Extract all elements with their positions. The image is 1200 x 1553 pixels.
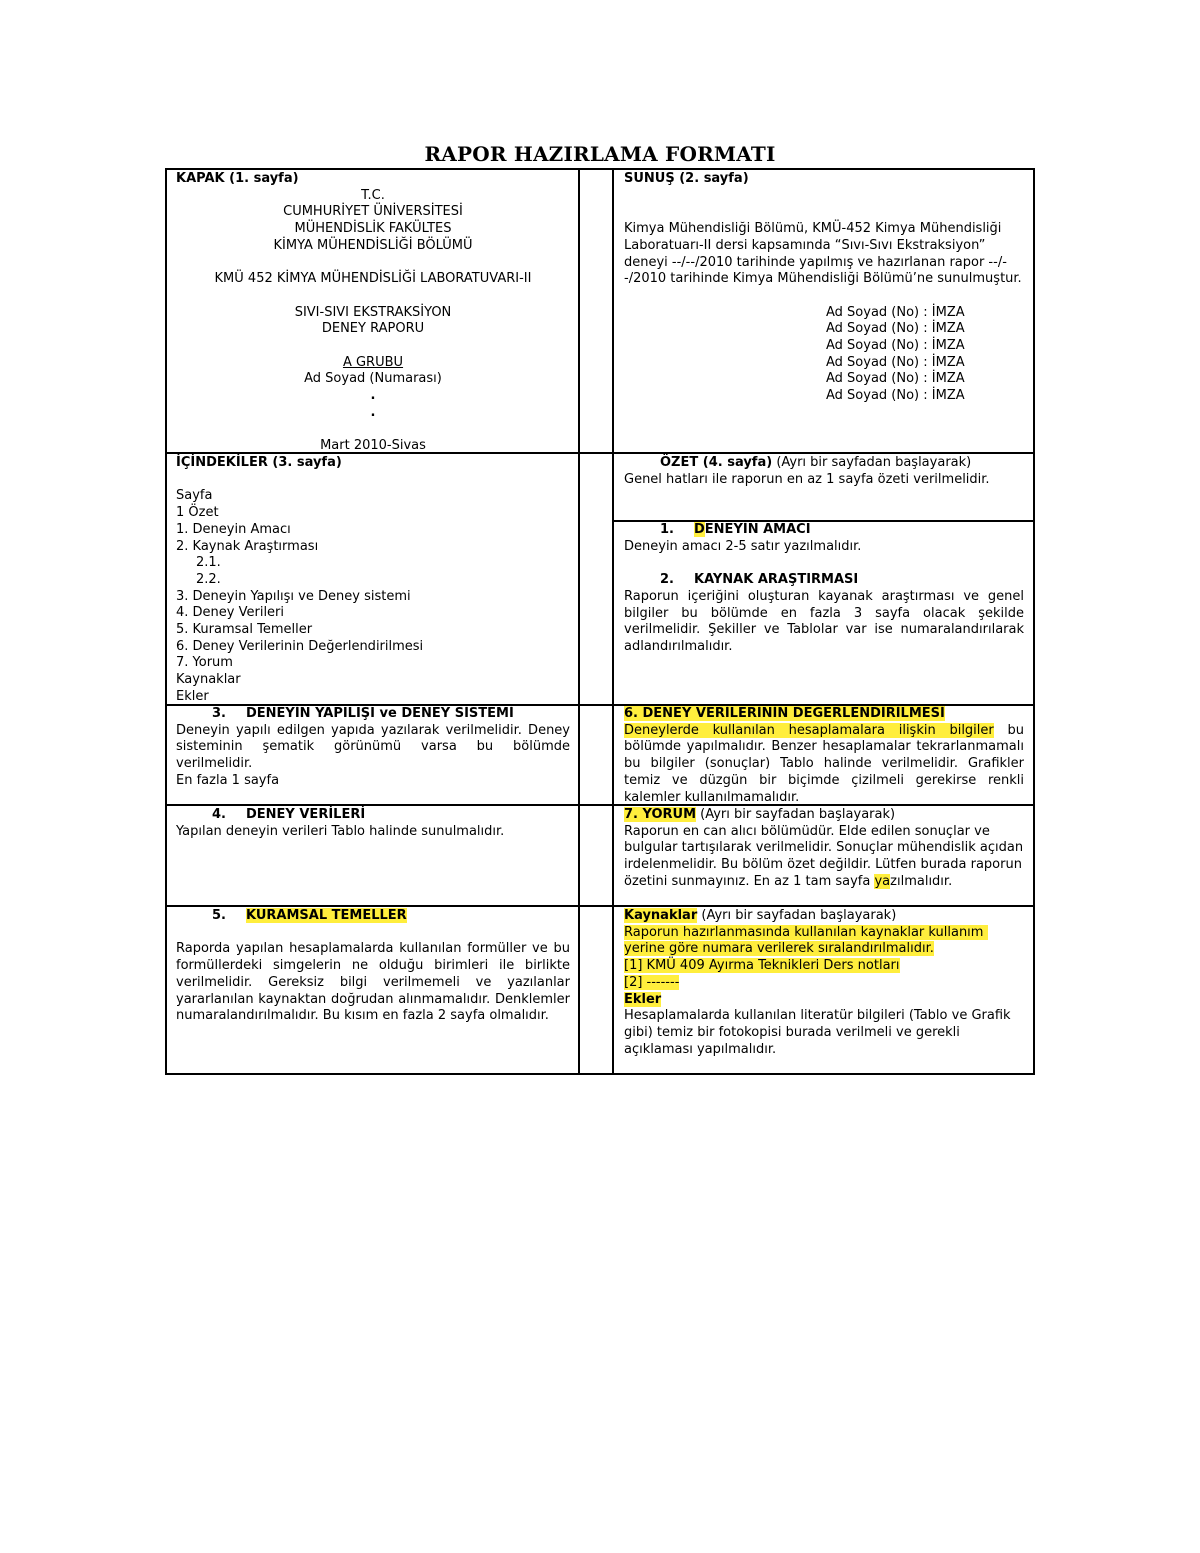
sunus-text: Kimya Mühendisliği Bölümü, KMÜ-452 Kimya Mühendisliği Laboratuarı-II dersi kapsamında “Sıvı-Sıvı Ekstraksiyon” deneyi --/--/2010 tarihinde yapılmış ve hazırlanan rapor --/--/2010 tarihinde Kimya Mühendisliği Bölümü’ne sunulmuştur.	[624, 221, 1022, 287]
toc-item: 1 Özet	[176, 505, 219, 521]
reference-item: [2] -------	[624, 974, 680, 990]
deney-verileri-text: Yapılan deneyin verileri Tablo halinde sunulmalıdır.	[176, 823, 505, 839]
toc-item: 2. Kaynak Araştırması	[176, 538, 319, 554]
toc-item: 3. Deneyin Yapılışı ve Deney sistemi	[176, 588, 411, 604]
kapak-student: Ad Soyad (Numarası)	[304, 371, 442, 387]
yorum-text: Raporun en can alıcı bölümüdür. Elde edilen sonuçlar ve bulgular tartışılarak verilmelidir. Sonuçlar mühendislik açıdan irdelenmelidir. Bu bölüm özet değildir. Lütfen burada raporun özetini sunmayınız. En az 1 tam sayfa yazılmalıdır.	[624, 823, 1028, 889]
kaynak-arastirmasi-text: Raporun içeriğini oluşturan kayanak araştırması ve genel bilgiler bu bölümde en fazla 3 sayfa olacak şekilde verilmelidir. Şekiller ve Tablolar var ise numaralandırılarak adlandırılmalıdır.	[624, 588, 1029, 654]
kapak-line: T.C.	[361, 187, 385, 203]
kaynaklar-cell	[624, 908, 1024, 1058]
kuramsal-text: Raporda yapılan hesaplamalarda kullanılan formüller ve bu formüllerdeki simgelerin ne olduğu birimleri ile birlikte verilmelidir. Gereksiz bilgi verilmemeli ve yazılanlar yararlanılan kaynaktan doğrudan alınmamalıdır. Denklemler numaralandırılmalıdır. Bu kısım en fazla 2 sayfa olmalıdır.	[176, 941, 575, 1024]
kapak-line: CUMHURİYET ÜNİVERSİTESİ	[283, 204, 463, 220]
signature-line: Ad Soyad (No) : İMZA	[826, 321, 965, 337]
toc-item: 4. Deney Verileri	[176, 605, 285, 621]
ozet-heading: ÖZET (4. sayfa)	[660, 455, 773, 470]
yapilis-limit: En fazla 1 sayfa	[176, 772, 280, 788]
kaynaklar-note: (Ayrı bir sayfadan başlayarak)	[701, 908, 897, 923]
ekler-heading: Ekler	[624, 991, 662, 1007]
kapak-cell	[176, 171, 570, 455]
amac-heading: 1. DENEYİN AMACI	[660, 522, 811, 537]
page-title: RAPOR HAZIRLAMA FORMATI	[424, 142, 776, 166]
ozet-cell	[624, 455, 1024, 488]
yapilis-heading: 3. DENEYİN YAPILIŞI ve DENEY SİSTEMİ	[212, 706, 514, 721]
signature-line: Ad Soyad (No) : İMZA	[826, 338, 965, 354]
toc-item: 2.2.	[196, 571, 221, 587]
kaynaklar-heading: Kaynaklar	[624, 908, 698, 923]
toc-item: 6. Deney Verilerinin Değerlendirilmesi	[176, 638, 424, 654]
signature-line: Ad Soyad (No) : İMZA	[826, 354, 965, 370]
ozet-text: Genel hatları ile raporun en az 1 sayfa özeti verilmelidir.	[624, 471, 990, 487]
yapilis-text: Deneyin yapılı edilgen yapıda yazılarak verilmelidir. Deney sisteminin şematik görünümü varsa bu bölümde verilmelidir.	[176, 722, 575, 772]
toc-item: 2.1.	[196, 555, 221, 571]
sunus-cell	[624, 171, 1024, 405]
signature-line: Ad Soyad (No) : İMZA	[826, 388, 965, 404]
kaynaklar-text: Raporun hazırlanmasında kullanılan kaynaklar kullanım yerine göre numara verilerek sıralandırılmalıdır.	[624, 924, 988, 957]
icindekiler-cell	[176, 455, 570, 706]
icindekiler-heading: İÇİNDEKİLER (3. sayfa)	[176, 455, 342, 470]
toc-item: 5. Kuramsal Temeller	[176, 622, 313, 638]
toc-item: 1. Deneyin Amacı	[176, 521, 291, 537]
kapak-experiment: SIVI-SIVI EKSTRAKSİYON	[294, 304, 452, 320]
degerlendirme-text: Deneylerde kullanılan hesaplamalara ilişkin bilgiler bu bölümde yapılmalıdır. Benzer hesaplamalar tekrarlanmamalı bu bilgiler (sonuçlar) Tablo halinde verilmelidir. Grafikler temiz ve düzgün bir biçimde çizilmeli gerekirse renkli kalemler kullanılmamalıdır.	[624, 722, 1029, 805]
degerlendirme-heading: 6. DENEY VERİLERİNİN DEĞERLENDİRİLMESİ	[624, 706, 945, 721]
sunus-heading: SUNUŞ (2. sayfa)	[624, 171, 749, 186]
kapak-dot: .	[370, 404, 376, 420]
ekler-text: Hesaplamalarda kullanılan literatür bilgileri (Tablo ve Grafik gibi) temiz bir fotokopisi burada verilmeli ve gerekli açıklaması yapılmalıdır.	[624, 1008, 1015, 1057]
reference-item: [1] KMÜ 409 Ayırma Teknikleri Ders notları	[624, 958, 900, 974]
kapak-line: MÜHENDİSLİK FAKÜLTES	[294, 221, 452, 237]
yorum-note: (Ayrı bir sayfadan başlayarak)	[700, 807, 896, 822]
ozet-note: (Ayrı bir sayfadan başlayarak)	[776, 455, 972, 470]
kapak-group: A GRUBU	[342, 354, 404, 370]
signature-list	[624, 305, 1024, 405]
kapak-line: KİMYA MÜHENDİSLİĞİ BÖLÜMÜ	[273, 237, 473, 253]
kapak-course: KMÜ 452 KİMYA MÜHENDİSLİĞİ LABORATUVARI-II	[214, 271, 532, 287]
kuramsal-cell	[176, 908, 575, 1025]
signature-line: Ad Soyad (No) : İMZA	[826, 304, 965, 320]
yorum-cell	[624, 807, 1028, 891]
toc-item: Sayfa	[176, 488, 213, 504]
kapak-dot: .	[370, 388, 376, 404]
kapak-heading: KAPAK (1. sayfa)	[176, 171, 299, 186]
kaynak-arastirmasi-heading: 2. KAYNAK ARAŞTIRMASI	[660, 572, 859, 588]
signature-line: Ad Soyad (No) : İMZA	[826, 371, 965, 387]
toc-item: Kaynaklar	[176, 672, 241, 688]
kapak-report-type: DENEY RAPORU	[321, 321, 425, 337]
yapilis-cell	[176, 706, 575, 790]
toc-item: 7. Yorum	[176, 655, 233, 671]
amac-text: Deneyin amacı 2-5 satır yazılmalıdır.	[624, 538, 862, 554]
kuramsal-heading: 5. KURAMSAL TEMELLER	[212, 908, 407, 923]
deney-verileri-cell	[176, 807, 570, 840]
kapak-date: Mart 2010-Sivas	[320, 438, 426, 454]
toc-item: Ekler	[176, 688, 209, 704]
amac-cell	[624, 522, 1029, 656]
deney-verileri-heading: 4. DENEY VERİLERİ	[212, 807, 366, 822]
yorum-heading: 7. YORUM	[624, 807, 697, 822]
degerlendirme-cell	[624, 706, 1029, 806]
